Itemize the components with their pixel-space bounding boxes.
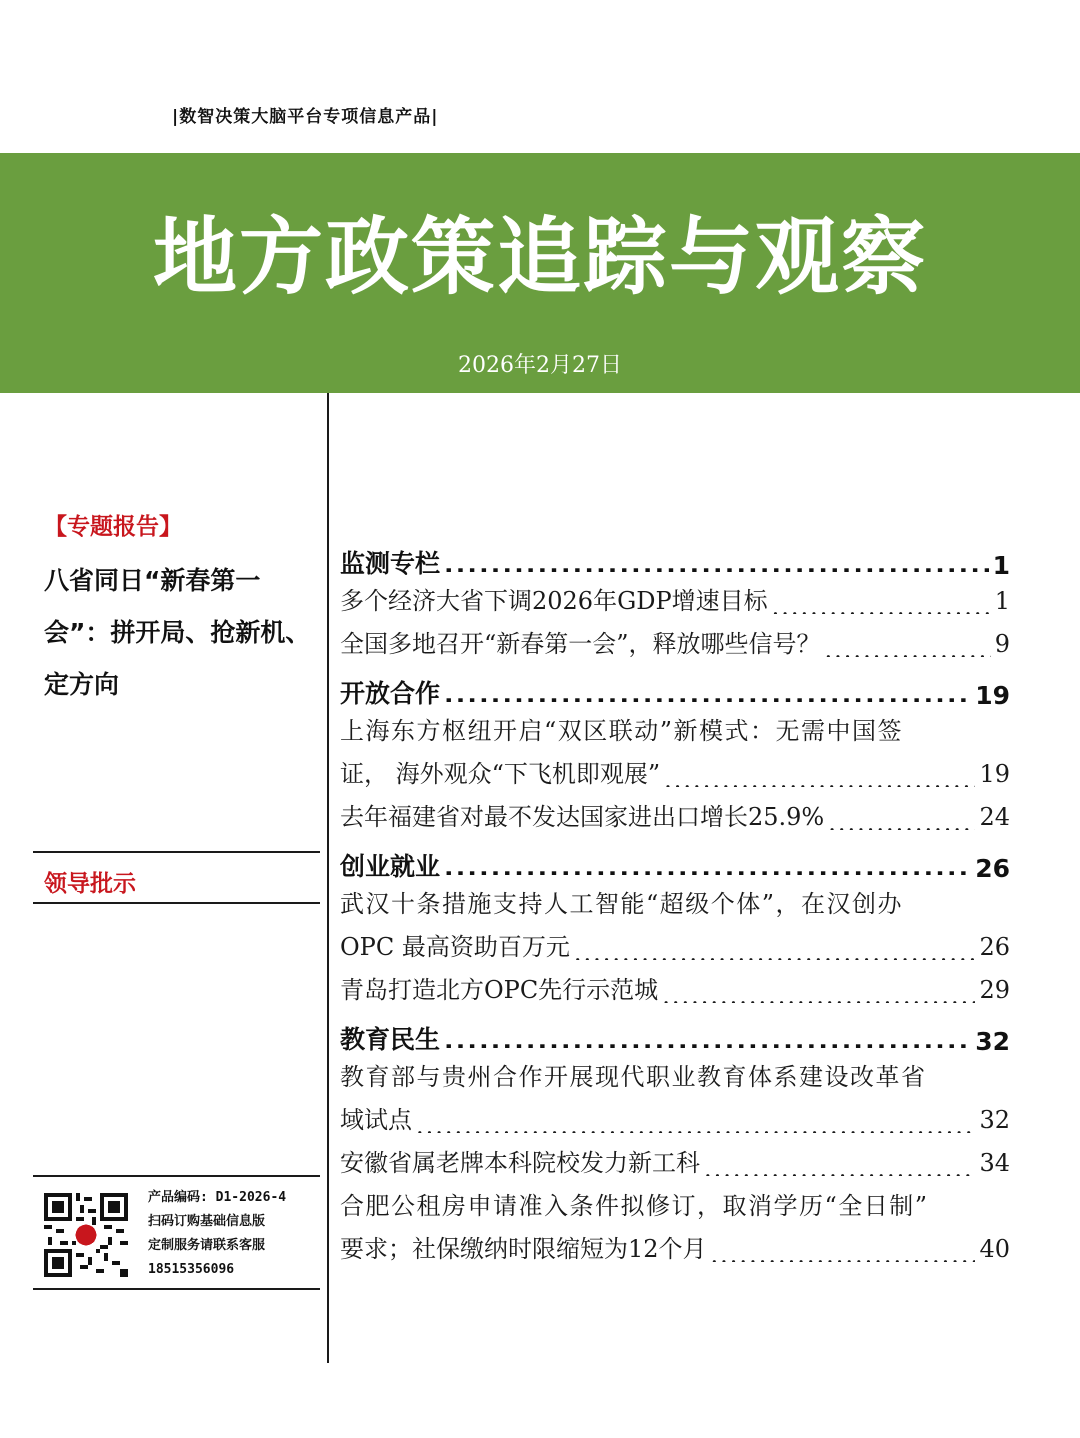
divider-line bbox=[33, 1175, 320, 1177]
qr-code-icon[interactable] bbox=[44, 1193, 128, 1277]
toc-section-heading[interactable] bbox=[340, 1012, 1010, 1056]
toc-leader-dots bbox=[574, 946, 976, 960]
column-divider bbox=[327, 393, 329, 1363]
toc-leader-dots bbox=[664, 773, 975, 787]
toc-entry-line bbox=[340, 753, 1010, 796]
toc-entry[interactable] bbox=[340, 1185, 1010, 1271]
toc-entry-text: 要求；社保缴纳时限缩短为12个月 bbox=[340, 1235, 707, 1263]
toc-section-heading[interactable] bbox=[340, 536, 1010, 580]
toc-entry[interactable] bbox=[340, 710, 1010, 796]
toc-entry-text: 安徽省属老牌本科院校发力新工科 bbox=[340, 1149, 700, 1177]
contact-phone: 18515356096 bbox=[148, 1262, 235, 1277]
toc-leader-dots bbox=[828, 816, 975, 830]
issue-date: 2026年2月27日 bbox=[458, 353, 622, 378]
toc-leader-dots bbox=[444, 1034, 971, 1048]
toc-entry[interactable] bbox=[340, 969, 1010, 1012]
toc-entry[interactable] bbox=[340, 1056, 1010, 1142]
toc-entry-page: 26 bbox=[979, 933, 1010, 961]
toc-entry-text: 武汉十条措施支持人工智能“超级个体”，在汉创办 bbox=[340, 890, 904, 918]
toc-section-title: 监测专栏 bbox=[340, 549, 441, 578]
toc-section-page: 26 bbox=[975, 854, 1010, 883]
toc-entry-text: 青岛打造北方OPC先行示范城 bbox=[340, 976, 659, 1004]
toc-section-title: 创业就业 bbox=[340, 852, 441, 881]
toc-entry-page: 24 bbox=[979, 803, 1010, 831]
divider-line bbox=[33, 851, 320, 853]
toc-section-title: 开放合作 bbox=[340, 679, 441, 708]
table-of-contents bbox=[340, 536, 1010, 1271]
product-info bbox=[148, 1186, 323, 1282]
toc-entry-line bbox=[340, 623, 1010, 666]
toc-entry-text: OPC 最高资助百万元 bbox=[340, 933, 570, 961]
divider-line bbox=[33, 1288, 320, 1290]
toc-section-page: 19 bbox=[975, 681, 1010, 710]
toc-entry-page: 34 bbox=[979, 1149, 1010, 1177]
toc-leader-dots bbox=[444, 688, 971, 702]
toc-entry-text: 上海东方枢纽开启“双区联动”新模式：无需中国签 bbox=[340, 717, 904, 745]
toc-leader-dots bbox=[825, 643, 991, 657]
custom-service-note: 定制服务请联系客服 bbox=[148, 1238, 266, 1253]
subscribe-note: 扫码订购基础信息版 bbox=[148, 1214, 266, 1229]
toc-entry-text: 教育部与贵州合作开展现代职业教育体系建设改革省 bbox=[340, 1063, 927, 1091]
toc-leader-dots bbox=[772, 600, 991, 614]
toc-section-page: 32 bbox=[975, 1027, 1010, 1056]
product-code: 产品编码: D1-2026-4 bbox=[148, 1190, 287, 1205]
toc-entry-page: 29 bbox=[979, 976, 1010, 1004]
toc-entry-line bbox=[340, 796, 1010, 839]
toc-entry[interactable] bbox=[340, 796, 1010, 839]
divider-line bbox=[33, 902, 320, 904]
toc-entry[interactable] bbox=[340, 580, 1010, 623]
toc-entry-page: 19 bbox=[979, 760, 1010, 788]
toc-leader-dots bbox=[711, 1248, 976, 1262]
toc-entry[interactable] bbox=[340, 1142, 1010, 1185]
toc-entry-line bbox=[340, 1228, 1010, 1271]
toc-leader-dots bbox=[444, 861, 971, 875]
toc-entry-page: 9 bbox=[994, 630, 1010, 658]
toc-leader-dots bbox=[704, 1162, 975, 1176]
product-line-label: |数智决策大脑平台专项信息产品| bbox=[172, 107, 439, 127]
toc-entry-line bbox=[340, 580, 1010, 623]
leader-instructions-label: 领导批示 bbox=[44, 871, 136, 897]
toc-entry[interactable] bbox=[340, 623, 1010, 666]
special-report-title[interactable]: 八省同日“新春第一会”：拼开局、抢新机、定方向 bbox=[44, 566, 311, 699]
toc-section-heading[interactable] bbox=[340, 839, 1010, 883]
toc-entry-page: 1 bbox=[994, 587, 1010, 615]
toc-entry-page: 40 bbox=[979, 1235, 1010, 1263]
toc-leader-dots bbox=[416, 1119, 975, 1133]
toc-entry[interactable] bbox=[340, 883, 1010, 969]
toc-entry-line bbox=[340, 969, 1010, 1012]
publication-title: 地方政策追踪与观察 bbox=[152, 208, 927, 306]
toc-entry-text: 合肥公租房申请准入条件拟修订，取消学历“全日制” bbox=[340, 1192, 929, 1220]
toc-leader-dots bbox=[662, 989, 975, 1003]
toc-section-heading[interactable] bbox=[340, 666, 1010, 710]
toc-entry-line bbox=[340, 1142, 1010, 1185]
toc-section-page: 1 bbox=[992, 551, 1010, 580]
toc-entry-text: 多个经济大省下调2026年GDP增速目标 bbox=[340, 587, 768, 615]
toc-section-title: 教育民生 bbox=[340, 1025, 441, 1054]
toc-entry-text: 证， 海外观众“下飞机即观展” bbox=[340, 760, 661, 788]
toc-entry-page: 32 bbox=[979, 1106, 1010, 1134]
toc-entry-line bbox=[340, 926, 1010, 969]
toc-entry-line bbox=[340, 1099, 1010, 1142]
special-report-tag: 【专题报告】 bbox=[44, 514, 182, 540]
toc-leader-dots bbox=[444, 558, 989, 572]
toc-entry-text: 域试点 bbox=[340, 1106, 412, 1134]
toc-entry-text: 去年福建省对最不发达国家进出口增长25.9% bbox=[340, 803, 825, 831]
toc-entry-text: 全国多地召开“新春第一会”，释放哪些信号？ bbox=[340, 630, 821, 658]
